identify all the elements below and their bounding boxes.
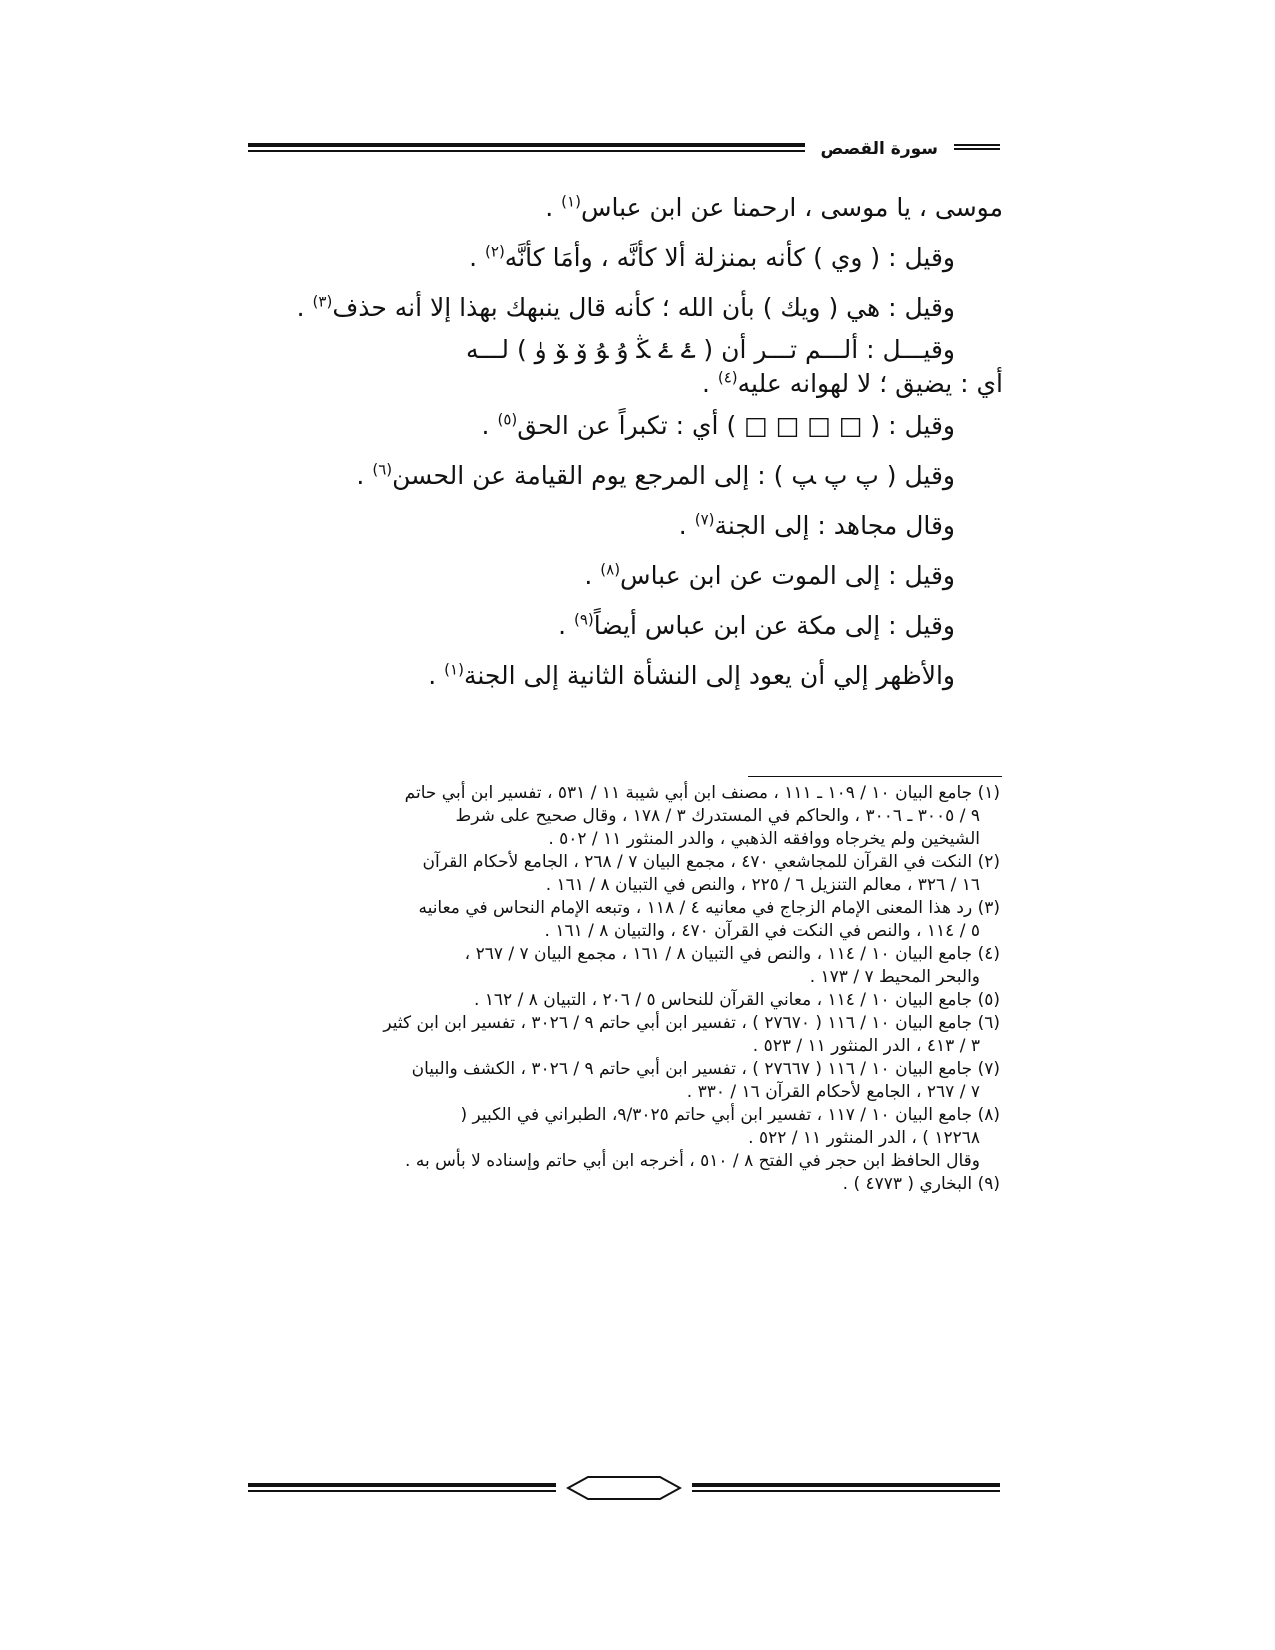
text-line: والأظهر إلي أن يعود إلى النشأة الثانية إلى الجنة$^{(١)}$ . <box>428 660 955 690</box>
header-rule <box>248 143 805 152</box>
text-line: موسى ، يا موسى ، ارحمنا عن ابن عباس$^{(١)}$ . <box>545 192 1003 222</box>
footer-rule-left <box>248 1483 556 1493</box>
header-dash <box>954 144 1000 154</box>
footnote-separator <box>748 776 1002 777</box>
text-line: وقيل : هي ( ويك ) بأن الله ؛ كأنه قال ينبهك بهذا إلا أنه حذف$^{(٣)}$ . <box>296 292 955 322</box>
footnote-item: (٤) جامع البيان ١٠ / ١١٤ ، والنص في التبيان ٨ / ١٦١ ، مجمع البيان ٧ / ٢٦٧ ، والبحر المحيط ٧ / ١٧٣ . <box>464 944 1000 987</box>
footnote-item: (٩) البخاري ( ٤٧٧٣ ) . <box>842 1174 1000 1194</box>
text-line: وقيل : ( □ □ □ □ ) أي : تكبراً عن الحق$^{(٥)}$ . <box>481 410 955 440</box>
footnote-item: (٢) النكت في القرآن للمجاشعي ٤٧٠ ، مجمع البيان ٧ / ٢٦٨ ، الجامع لأحكام القرآن ١٦ / ٣٢٦ ، معالم التنزيل ٦ / ٢٢٥ ، والنص في التبيان ٨ / ١٦١ . <box>422 852 1000 895</box>
text-line: وقيل : إلى مكة عن ابن عباس أيضاً$^{(٩)}$ . <box>558 610 955 640</box>
text-line: أي : يضيق ؛ لا لهوانه عليه$^{(٤)}$ . <box>701 368 1003 398</box>
page-footer-ornament <box>248 1474 1000 1504</box>
footnote-item: (٨) جامع البيان ١٠ / ١١٧ ، تفسير ابن أبي حاتم ٩/٣٠٢٥، الطبراني في الكبير ( ١٢٢٦٨ ) ، الدر المنثور ١١ / ٥٢٢ . وقال الحافظ ابن حجر في الفتح ٨ / ٥١٠ ، أخرجه ابن أبي حاتم وإسناده لا بأس به . <box>405 1105 1000 1171</box>
text-line: وقال مجاهد : إلى الجنة$^{(٧)}$ . <box>678 510 955 540</box>
footnote-item: (٣) رد هذا المعنى الإمام الزجاج في معانيه ٤ / ١١٨ ، وتبعه الإمام النحاس في معانيه ٥ / ١١٤ ، والنص في النكت في القرآن ٤٧٠ ، والتبيان ٨ / ١٦١ . <box>418 898 1000 941</box>
main-text <box>248 183 1003 701</box>
footnote-item: (٦) جامع البيان ١٠ / ١١٦ ( ٢٧٦٧٠ ) ، تفسير ابن أبي حاتم ٩ / ٣٠٢٦ ، تفسير ابن ابن كثير ٣ / ٤١٣ ، الدر المنثور ١١ / ٥٢٣ . <box>383 1013 1000 1056</box>
footnote-item: (١) جامع البيان ١٠ / ١٠٩ ـ ١١١ ، مصنف ابن أبي شيبة ١١ / ٥٣١ ، تفسير ابن أبي حاتم ٩ / ٣٠٠٥ ـ ٣٠٠٦ ، والحاكم في المستدرك ٣ / ١٧٨ ، وقال صحيح على شرط الشيخين ولم يخرجاه ووافقه الذهبي ، والدر المنثور ١١ / ٥٠٢ . <box>404 783 1000 849</box>
footnote-item: (٥) جامع البيان ١٠ / ١١٤ ، معاني القرآن للنحاس ٥ / ٢٠٦ ، التبيان ٨ / ١٦٢ . <box>473 990 1000 1010</box>
text-line: وقيل : إلى الموت عن ابن عباس$^{(٨)}$ . <box>584 560 955 590</box>
footer-rule-right <box>692 1483 1000 1493</box>
surah-title: سورة القصص <box>820 139 938 159</box>
page-number-frame <box>566 1474 682 1502</box>
text-line: وقيـــل : ألـــم تـــر أن ( ۓ ۓ ﯖ ﯗ ﯘ ﯙ ﯚ ﯛ ) لـــه <box>466 335 955 364</box>
footnote-item: (٧) جامع البيان ١٠ / ١١٦ ( ٢٧٦٦٧ ) ، تفسير ابن أبي حاتم ٩ / ٣٠٢٦ ، الكشف والبيان ٧ / ٢٦٧ ، الجامع لأحكام القرآن ١٦ / ٣٣٠ . <box>411 1059 1000 1102</box>
page-header <box>248 138 1000 162</box>
footnotes <box>248 782 1000 1196</box>
text-line: وقيل ( پ پ ﭗ ) : إلى المرجع يوم القيامة عن الحسن$^{(٦)}$ . <box>356 460 955 490</box>
text-line: وقيل : ( وي ) كأنه بمنزلة ألا كأنَّه ، وأمَا كأنَّه$^{(٢)}$ . <box>469 242 955 272</box>
